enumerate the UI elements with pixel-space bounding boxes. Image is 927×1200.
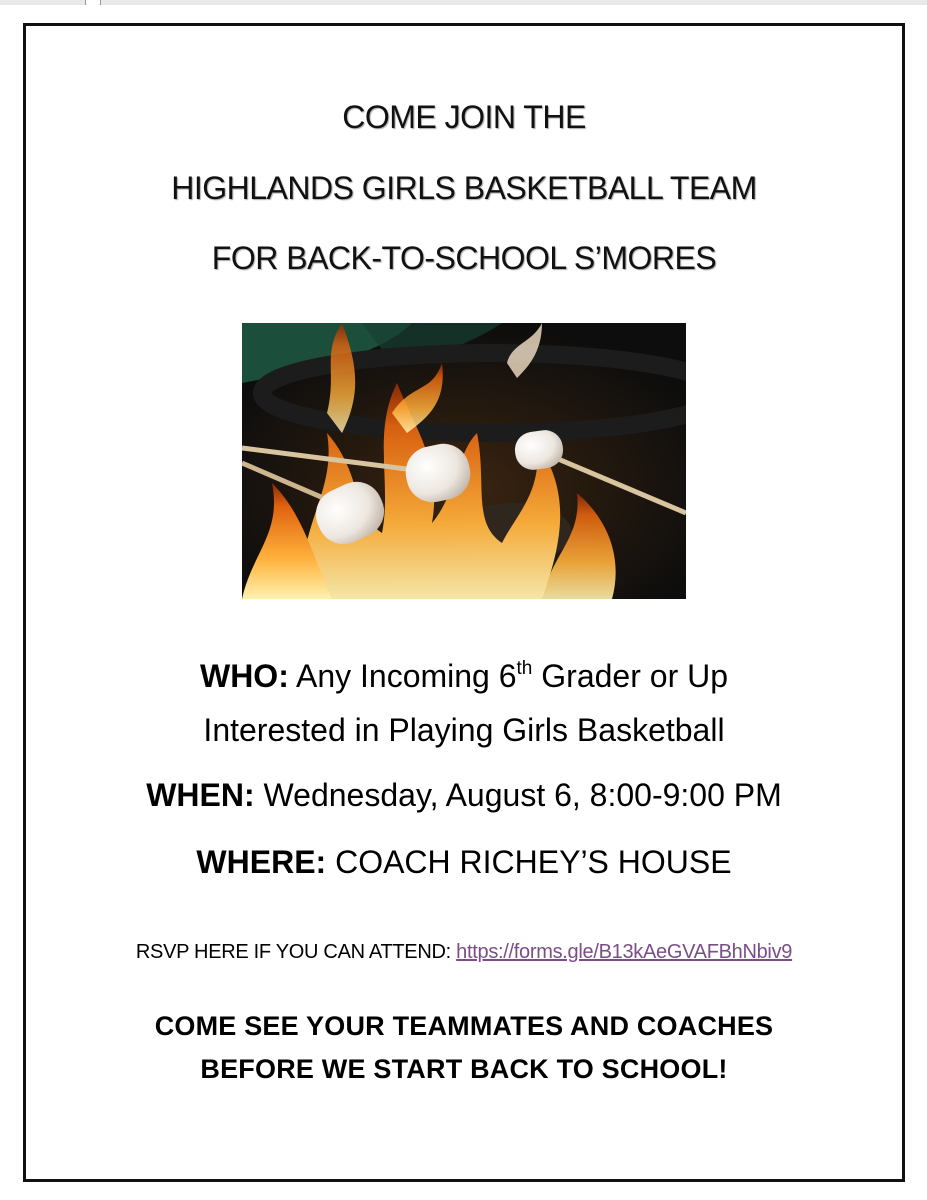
headline-line-2: HIGHLANDS GIRLS BASKETBALL TEAM: [171, 170, 757, 206]
when-label: WHEN:: [146, 777, 255, 813]
who-label: WHO:: [199, 658, 289, 694]
who-text-end: Grader or Up: [532, 658, 729, 694]
where-line: [26, 844, 902, 881]
where-label: WHERE:: [196, 844, 327, 880]
who-ordinal-suffix: th: [516, 658, 533, 679]
closing-line-2: BEFORE WE START BACK TO SCHOOL!: [200, 1054, 728, 1084]
rsvp-form-link[interactable]: https://forms.gle/B13kAeGVAFBhNbiv9: [456, 941, 793, 963]
headline-line-3: FOR BACK-TO-SCHOOL S’MORES: [211, 240, 717, 276]
who-line-2: Interested in Playing Girls Basketball: [203, 712, 725, 748]
rsvp-label: RSVP HERE IF YOU CAN ATTEND:: [135, 941, 457, 963]
who-line-1: [26, 658, 902, 695]
rsvp-line: [26, 941, 902, 964]
flyer-border: [23, 23, 905, 1182]
where-value: COACH RICHEY’S HOUSE: [326, 844, 732, 880]
headline-line-1: COME JOIN THE: [342, 99, 586, 135]
when-line: [26, 777, 902, 814]
smores-fire-photo: [242, 323, 686, 599]
closing-line-1: COME SEE YOUR TEAMMATES AND COACHES: [154, 1011, 774, 1041]
who-text: Any Incoming 6: [295, 658, 517, 694]
document-page: [0, 5, 927, 1200]
when-value: Wednesday, August 6, 8:00-9:00 PM: [254, 777, 782, 813]
